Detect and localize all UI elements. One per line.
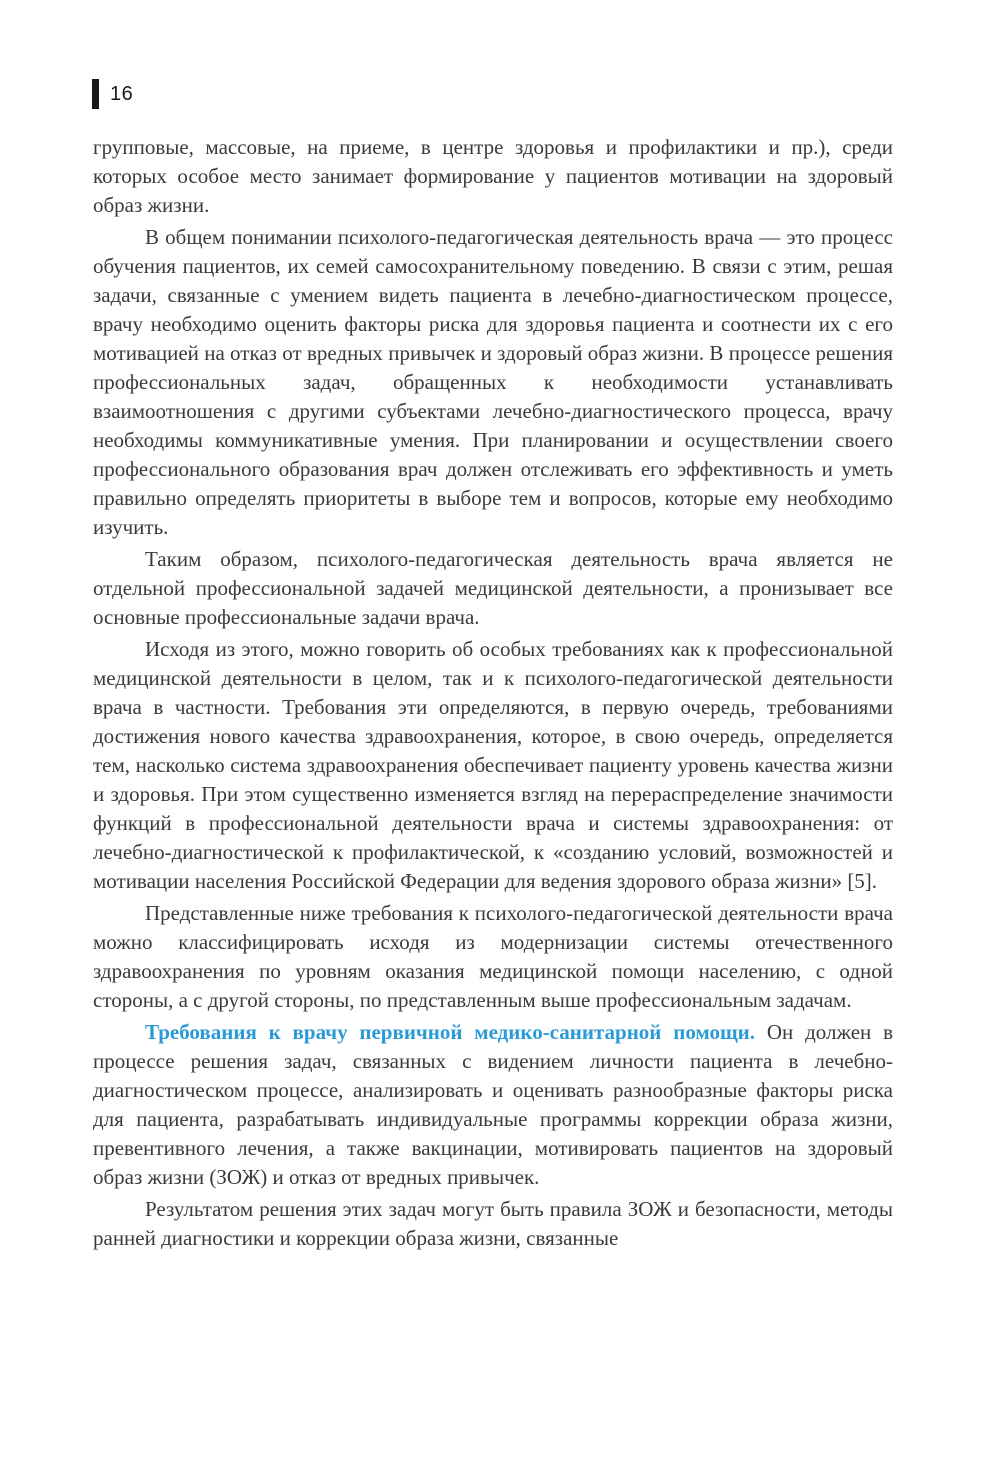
paragraph-text: групповые, массовые, на приеме, в центре здоровья и профилактики и пр.), среди которых особое место занимает формирование у пациентов мотивации на здоровый образ жизни. bbox=[93, 135, 893, 217]
paragraph bbox=[93, 223, 893, 542]
paragraph-with-heading bbox=[93, 1018, 893, 1192]
paragraph bbox=[93, 635, 893, 896]
paragraph bbox=[93, 545, 893, 632]
paragraph bbox=[93, 899, 893, 1015]
paragraph-text: Результатом решения этих задач могут быть правила ЗОЖ и безопасности, методы ранней диагностики и коррекции образа жизни, связанные bbox=[93, 1197, 893, 1250]
paragraph-text: Представленные ниже требования к психолого-педагогической деятельности врача можно классифицировать исходя из модернизации системы отечественного здравоохранения по уровням оказания медицинской помощи населению, с одной стороны, а с другой стороны, по представленным выше профессиональным задачам. bbox=[93, 901, 893, 1012]
page-number: 16 bbox=[110, 82, 134, 105]
paragraph-text: В общем понимании психолого-педагогическая деятельность врача — это процесс обучения пациентов, их семей самосохранительному поведению. В связи с этим, решая задачи, связанные с умением видеть пациента в лечебно-диагностическом процессе, врачу необходимо оценить факторы риска для здоровья пациента и соотнести их с его мотивацией на отказ от вредных привычек и здоровый образ жизни. В процессе решения профессиональных задач, обращенных к необходимости устанавливать взаимоотношения с другими субъектами лечебно-диагностического процесса, врачу необходимы коммуникативные умения. При планировании и осуществлении своего профессионального образования врач должен отслеживать его эффективность и уметь правильно определять приоритеты в выборе тем и вопросов, которые ему необходимо изучить. bbox=[93, 225, 893, 539]
body-text bbox=[93, 133, 893, 1256]
page-header bbox=[92, 78, 133, 110]
paragraph-text: Таким образом, психолого-педагогическая деятельность врача является не отдельной профессиональной задачей медицинской деятельности, а пронизывает все основные профессиональные задачи врача. bbox=[93, 547, 893, 629]
paragraph-text: Исходя из этого, можно говорить об особых требованиях как к профессиональной медицинской деятельности в целом, так и к психолого-педагогической деятельности врача в частности. Требования эти определяются, в первую очередь, требованиями достижения нового качества здравоохранения, которое, в свою очередь, определяется тем, насколько система здравоохранения обеспечивает пациенту уровень качества жизни и здоровья. При этом существенно изменяется взгляд на перераспределение значимости функций в профессиональной деятельности врача и системы здравоохранения: от лечебно-диагностической к профилактической, к «созданию условий, возможностей и мотивации населения Российской Федерации для ведения здорового образа жизни» [5]. bbox=[93, 637, 893, 893]
section-heading: Требования к врачу первичной медико-санитарной помощи. bbox=[145, 1020, 756, 1044]
paragraph-continuation bbox=[93, 133, 893, 220]
page-marker-bar bbox=[92, 79, 99, 109]
paragraph-text: Он должен в процессе решения задач, связанных с видением личности пациента в лечебно-диагностическом процессе, анализировать и оценивать разнообразные факторы риска для пациента, разрабатывать индивидуальные программы коррекции образа жизни, превентивного лечения, а также вакцинации, мотивировать пациентов на здоровый образ жизни (ЗОЖ) и отказ от вредных привычек. bbox=[93, 1020, 894, 1189]
paragraph bbox=[93, 1195, 893, 1253]
